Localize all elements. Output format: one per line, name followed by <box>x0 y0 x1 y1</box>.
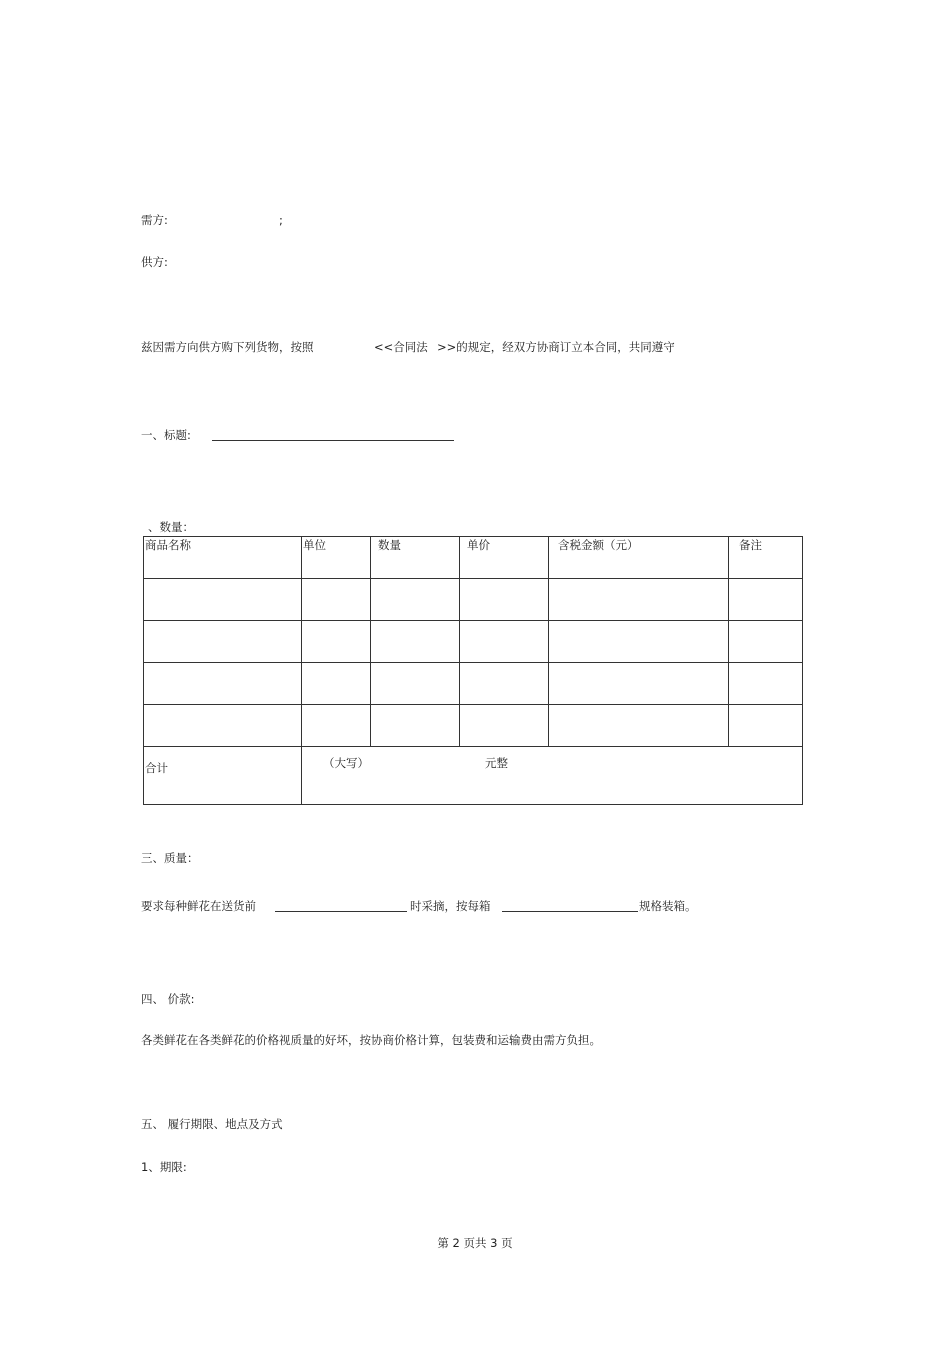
table-cell[interactable] <box>549 579 729 621</box>
table-row <box>144 621 803 663</box>
quality-text-c: 规格装箱。 <box>639 899 697 913</box>
table-cell[interactable] <box>302 663 371 705</box>
table-cell[interactable] <box>302 621 371 663</box>
table-cell[interactable] <box>144 621 302 663</box>
goods-table <box>143 536 803 805</box>
table-cell[interactable] <box>729 663 803 705</box>
quality-text-a: 要求每种鲜花在送货前 <box>141 899 256 913</box>
table-cell[interactable] <box>371 621 460 663</box>
total-yuanzheng-label: 元整 <box>485 756 508 770</box>
picking-time-blank[interactable] <box>275 899 407 915</box>
table-cell[interactable] <box>729 621 803 663</box>
table-cell[interactable] <box>729 705 803 747</box>
header-cell <box>549 537 729 579</box>
section-quantity-label: 、数量： <box>148 520 194 534</box>
intro-text-part1: 兹因需方向供方购下列货物，按照 <box>141 340 314 354</box>
header-amount-tax: 含税金额（元） <box>558 538 639 552</box>
table-cell[interactable] <box>371 705 460 747</box>
table-cell[interactable] <box>371 663 460 705</box>
header-product-name: 商品名称 <box>145 538 191 552</box>
table-cell[interactable] <box>460 663 549 705</box>
total-label: 合计 <box>145 761 168 775</box>
intro-text-part3: >>的规定，经双方协商订立本合同，共同遵守 <box>437 340 675 354</box>
header-unit-price: 单价 <box>467 538 490 552</box>
table-total-row <box>144 747 803 805</box>
total-label-cell <box>144 747 302 805</box>
buyer-label: 需方: <box>141 213 168 227</box>
section-quality-label: 三、质量： <box>141 851 199 865</box>
header-unit: 单位 <box>303 538 326 552</box>
header-cell <box>460 537 549 579</box>
quality-text-b: 时采摘，按每箱 <box>410 899 491 913</box>
table-cell[interactable] <box>549 663 729 705</box>
table-cell[interactable] <box>729 579 803 621</box>
header-cell <box>144 537 302 579</box>
total-daxie-label: （大写） <box>323 756 369 770</box>
table-cell[interactable] <box>549 705 729 747</box>
page-number: 第 2 页共 3 页 <box>437 1236 513 1250</box>
section-performance-label: 五、 履行期限、地点及方式 <box>141 1117 283 1131</box>
box-spec-blank[interactable] <box>502 899 638 915</box>
header-cell <box>729 537 803 579</box>
header-quantity: 数量 <box>378 538 401 552</box>
table-row <box>144 705 803 747</box>
table-cell[interactable] <box>302 705 371 747</box>
buyer-separator: ; <box>279 213 283 227</box>
intro-text-part2: <<合同法 <box>374 340 428 354</box>
price-text: 各类鲜花在各类鲜花的价格视质量的好坏，按协商价格计算，包装费和运输费由需方负担。 <box>141 1033 601 1047</box>
title-blank-line[interactable] <box>212 428 454 444</box>
header-remarks: 备注 <box>739 538 762 552</box>
seller-label: 供方: <box>141 255 168 269</box>
table-cell[interactable] <box>302 579 371 621</box>
header-cell <box>302 537 371 579</box>
table-cell[interactable] <box>144 579 302 621</box>
term-label: 1、期限: <box>141 1160 187 1174</box>
table-row <box>144 579 803 621</box>
table-cell[interactable] <box>371 579 460 621</box>
table-cell[interactable] <box>460 579 549 621</box>
table-cell[interactable] <box>144 705 302 747</box>
table-cell[interactable] <box>144 663 302 705</box>
table-header-row <box>144 537 803 579</box>
table-cell[interactable] <box>549 621 729 663</box>
header-cell <box>371 537 460 579</box>
table-row <box>144 663 803 705</box>
table-cell[interactable] <box>460 705 549 747</box>
section-price-label: 四、 价款: <box>141 992 195 1006</box>
section-title-label: 一、标题: <box>141 428 191 442</box>
table-cell[interactable] <box>460 621 549 663</box>
total-amount-cell[interactable] <box>302 747 803 805</box>
